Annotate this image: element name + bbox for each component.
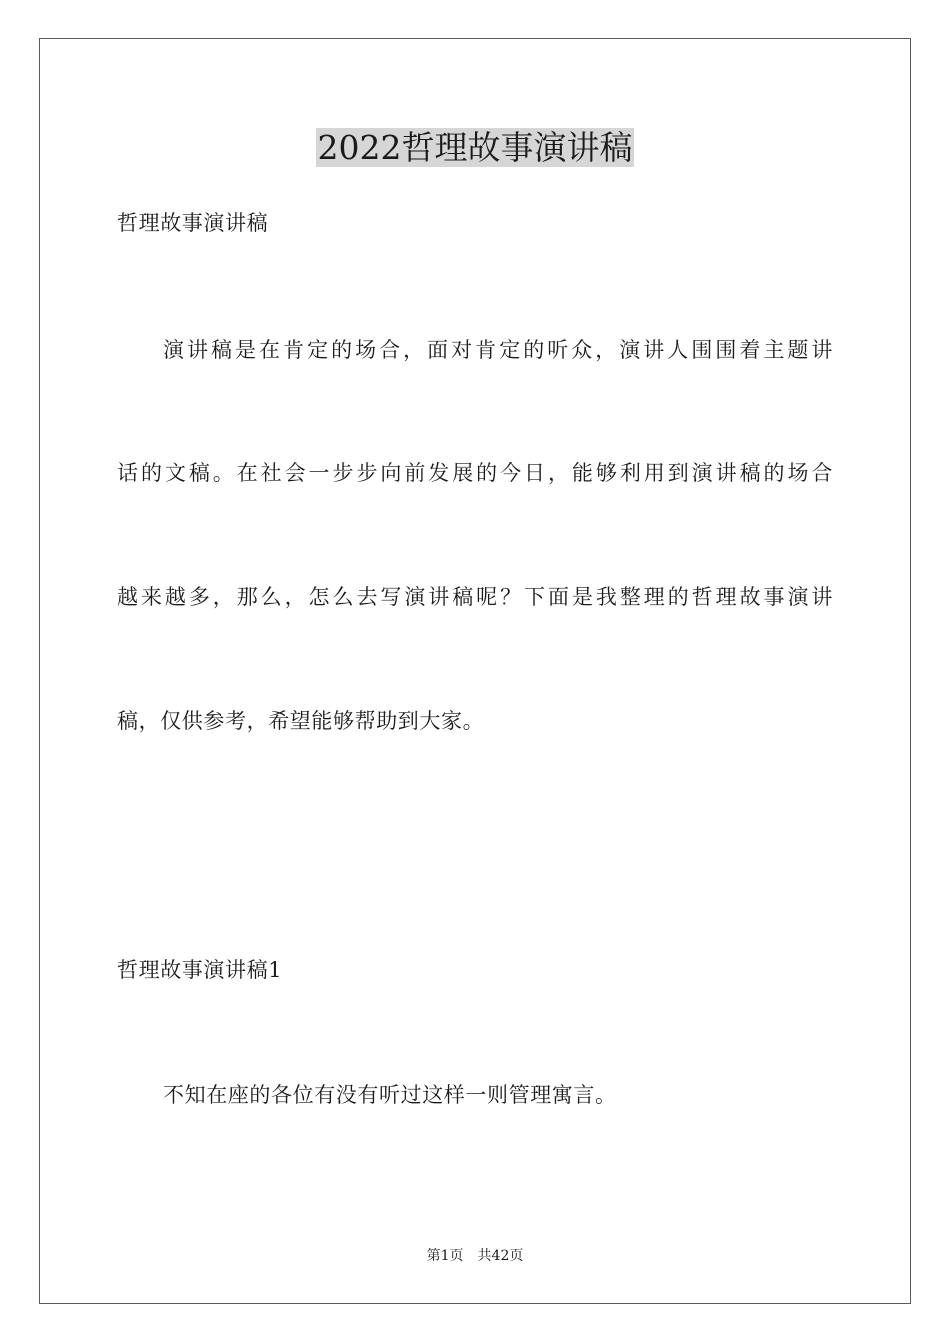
document-title-text: 2022哲理故事演讲稿 — [317, 128, 633, 167]
page-total: 共42页 — [477, 1248, 524, 1264]
document-subtitle: 哲理故事演讲稿 — [117, 211, 269, 235]
intro-line-2: 话的文稿。在社会一步步向前发展的今日，能够利用到演讲稿的场合 — [117, 461, 833, 485]
section-paragraph-line-1: 不知在座的各位有没有听过这样一则管理寓言。 — [163, 1083, 617, 1107]
section-heading: 哲理故事演讲稿1 — [117, 958, 283, 982]
intro-line-1: 演讲稿是在肯定的场合，面对肯定的听众，演讲人围围着主题讲 — [163, 338, 833, 362]
intro-line-3: 越来越多，那么，怎么去写演讲稿呢？下面是我整理的哲理故事演讲 — [117, 585, 833, 609]
page-footer — [0, 1246, 950, 1266]
document-title — [0, 126, 950, 170]
page-number: 第1页 — [426, 1248, 464, 1264]
intro-line-4: 稿，仅供参考，希望能够帮助到大家。 — [117, 709, 485, 733]
